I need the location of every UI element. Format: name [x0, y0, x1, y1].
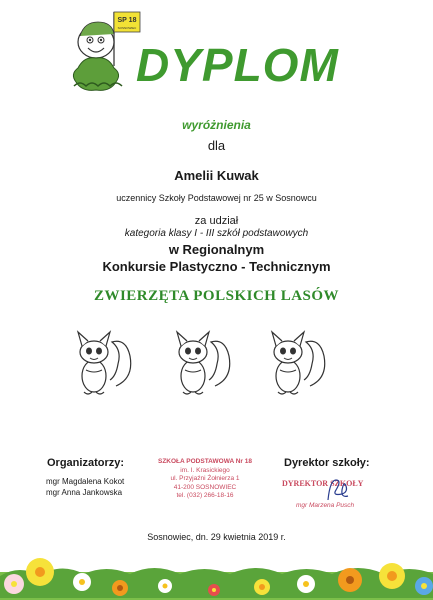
diploma-title: DYPLOM — [136, 39, 339, 91]
organizer-name: mgr Magdalena Kokot — [46, 477, 125, 486]
stamp-line: tel. (032) 266-18-16 — [176, 492, 234, 499]
director-name: mgr Marzena Pusch — [296, 502, 355, 509]
signature-icon — [322, 476, 352, 504]
date-line: Sosnowiec, dn. 29 kwietnia 2019 r. — [147, 532, 286, 542]
contest-theme: ZWIERZĘTA POLSKICH LASÓW — [93, 288, 340, 304]
recipient-name: Amelii Kuwak — [174, 168, 259, 183]
squirrel-icon — [165, 326, 235, 400]
mascot-icon — [66, 6, 146, 98]
squirrel-icon — [66, 326, 136, 400]
award-type: wyróżnienia — [182, 118, 251, 132]
flag-text: SP 18 — [117, 17, 137, 24]
organizers-heading: Organizatorzy: — [47, 457, 125, 469]
category-line: kategoria klasy I - III szkół podstawowych — [124, 228, 309, 239]
stamp-line: ul. Przyjaźni Żołnierza 1 — [170, 475, 240, 482]
school-line: uczennicy Szkoły Podstawowej nr 25 w Sosnowcu — [116, 193, 317, 203]
flower-border-icon — [0, 532, 433, 600]
director-stamp: DYREKTOR SZKOŁY — [282, 479, 364, 488]
organizer-name: mgr Anna Jankowska — [46, 488, 123, 497]
contest-line-2: Konkursie Plastyczno - Technicznym — [102, 259, 331, 274]
school-stamp — [150, 458, 260, 501]
flag-subtext: SOSNOWIEC — [117, 26, 137, 30]
stamp-line: 41-200 SOSNOWIEC — [173, 483, 237, 491]
stamp-line: im. I. Krasickiego — [180, 466, 230, 474]
squirrel-icon — [260, 326, 330, 400]
stamp-line: SZKOŁA PODSTAWOWA Nr 18 — [157, 458, 252, 465]
contest-line-1: w Regionalnym — [168, 242, 265, 257]
participation-line: za udział — [194, 215, 239, 227]
for-word: dla — [207, 138, 226, 153]
director-heading: Dyrektor szkoły: — [284, 457, 370, 469]
